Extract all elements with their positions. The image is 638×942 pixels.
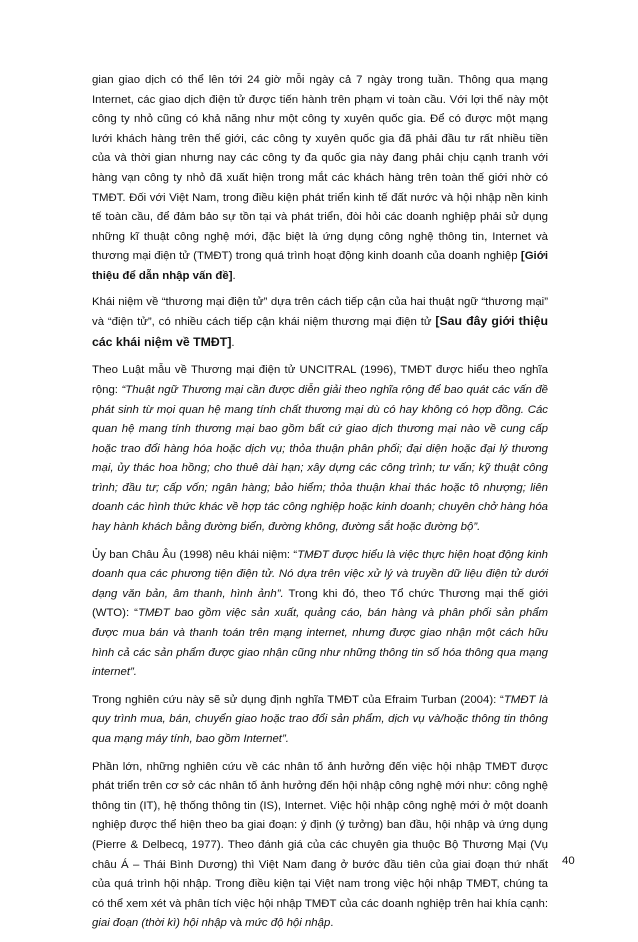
page-number: 40: [562, 855, 575, 867]
paragraph-text: Theo Luật mẫu về Thương mại điện tử UNCITRAL (1996), TMĐT được hiểu theo nghĩa rộng:: [92, 364, 548, 396]
punctuation: .: [330, 917, 334, 930]
paragraph-text: Khái niệm về “thương mại điện tử” dựa trên cách tiếp cận của hai thuật ngữ “thương mại” và “điện tử”, có nhiều cách tiếp cận khái niệm thương mại điện tử: [92, 295, 548, 329]
paragraph-turban: [92, 691, 548, 750]
punctuation: .: [231, 336, 235, 349]
paragraph-text: và: [226, 917, 246, 930]
punctuation: .: [232, 269, 236, 282]
italic-term: giai đoạn (thời kì) hội nhập: [92, 917, 227, 930]
paragraph-integration: [92, 758, 548, 934]
bold-note: [Sau đây giới thiệu các khái niệm về TMĐT]: [92, 314, 549, 349]
document-body: [92, 71, 548, 942]
paragraph-text: Ủy ban Châu Âu (1998) nêu khái niệm: “: [92, 548, 298, 561]
bold-note: [Giới thiệu để dẫn nhập vấn đề]: [92, 250, 548, 282]
quote-uncitral: “Thuật ngữ Thương mại cần được diễn giải theo nghĩa rộng để bao quát các vấn đề phát sinh từ mọi quan hệ mang tính chất thương mại dù có hay không có hợp đồng. Các quan hệ mang tính thương mại bao gồm bất cứ giao dịch thương mại nào về cung cấp hoặc trao đổi hàng hóa hoặc dịch vụ; thỏa thuận phân phối; đại diện hoặc đại lý thương mại, ủy thác hoa hồng; cho thuê dài hạn; xây dựng các công trình; tư vấn; kỹ thuật công trình; đầu tư; cấp vốn; ngân hàng; bảo hiểm; thỏa thuận khai thác hoặc tô nhượng; liên doanh các hình thức khác về hợp tác công nghiệp hoặc kinh doanh; chuyên chở hàng hóa hay hành khách bằng đường biển, đường không, đường sắt hoặc đường bộ”.: [92, 383, 548, 534]
paragraph-text: Trong khi đó, theo Tổ chức Thương mại thế giới (WTO): “: [92, 587, 548, 620]
quote-eu: TMĐT được hiểu là việc thực hiện hoạt động kinh doanh qua các phương tiện điện tử. Nó dựa trên việc xử lý và truyền dữ liệu điện tử dưới dạng văn bản, âm thanh, hình ảnh”.: [92, 548, 548, 600]
paragraph-text: Phần lớn, những nghiên cứu về các nhân tố ảnh hưởng đến việc hội nhập TMĐT được phát triển trên cơ sở các nhân tố ảnh hưởng đến hội nhập công nghệ mới như: công nghệ thông tin (IT), hệ thống thông tin (IS), Internet. Việc hội nhập công nghệ mới ở một doanh nghiệp được thể hiện theo ba giai đoạn: ý định (ý tưởng) ban đầu, hội nhập và ứng dụng (Pierre & Delbecq, 1977). Theo đánh giá của các chuyên gia thuộc Bộ Thương Mại (Vụ châu Á – Thái Bình Dương) thì Việt Nam đang ở bước đầu tiên của giai đoạn thứ nhất của quá trình hội nhập. Trong điều kiện tại Việt nam trong việc hội nhập TMĐT, chúng ta có thể xem xét và phân tích việc hội nhập TMĐT của các doanh nghiệp trên hai khía cạnh:: [92, 760, 548, 910]
paragraph-intro: [92, 71, 548, 287]
quote-turban: TMĐT là quy trình mua, bán, chuyển giao hoặc trao đổi sản phẩm, dịch vụ và/hoặc thông tin thông qua mạng máy tính, bao gồm Internet”.: [92, 693, 548, 745]
paragraph-text: gian giao dịch có thể lên tới 24 giờ mỗi ngày cả 7 ngày trong tuần. Thông qua mạng Internet, các giao dịch điện tử được tiến hành trên phạm vi toàn cầu. Với lợi thế này một công ty nhỏ cũng có khả năng như một công ty xuyên quốc gia. Để có được một mạng lưới khách hàng trên thế giới, các công ty xuyên quốc gia đã phải đầu tư rất nhiều tiền của và thời gian nhưng nay các công ty đa quốc gia này đang phải chịu cạnh tranh với hàng vạn công ty nhỏ đã xuất hiện trong mắt các khách hàng trên toàn thế giới nhờ có TMĐT. Đối với Việt Nam, trong điều kiện phát triển kinh tế đất nước và hội nhập nền kinh tế toàn cầu, để đảm bảo sự tồn tại và phát triển, đòi hỏi các doanh nghiệp phải sử dụng những kĩ thuật công nghệ mới, đặc biệt là ứng dụng công nghệ thông tin, Internet và thương mại điện tử (TMĐT) trong quá trình hoạt động kinh doanh của doanh nghiệp: [92, 74, 548, 263]
quote-wto: TMĐT bao gồm việc sản xuất, quảng cáo, bán hàng và phân phối sản phẩm được mua bán và thanh toán trên mạng internet, nhưng được giao nhận một cách hữu hình cả các sản phẩm được giao nhận cũng như những thông tin số hóa thông qua mạng internet”.: [92, 607, 548, 679]
italic-term: mức độ hội nhập: [245, 917, 331, 930]
paragraph-text: Trong nghiên cứu này sẽ sử dụng định nghĩa TMĐT của Efraim Turban (2004): “: [92, 693, 504, 706]
paragraph-uncitral: [92, 361, 548, 537]
paragraph-definition-approach: [92, 293, 548, 354]
paragraph-eu-wto: [92, 546, 548, 683]
